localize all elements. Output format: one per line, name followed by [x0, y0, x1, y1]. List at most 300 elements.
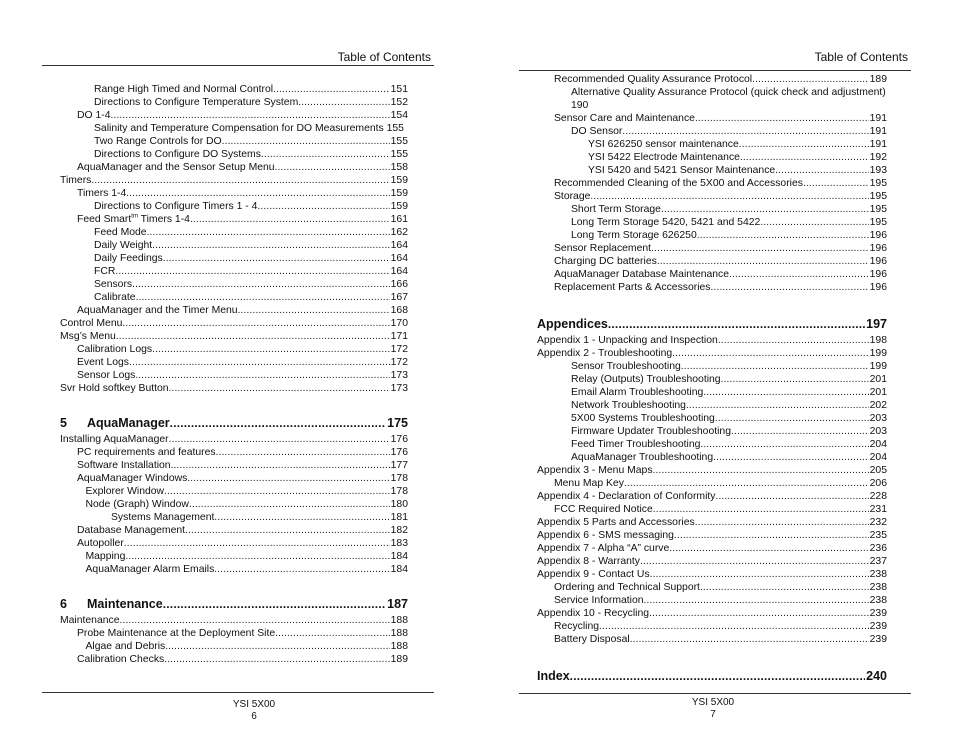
footer-rule [519, 693, 911, 694]
dot-leader [125, 550, 389, 563]
toc-entry[interactable] [537, 347, 887, 360]
toc-page-number: 195 [869, 178, 887, 189]
toc-entry[interactable] [60, 213, 408, 226]
toc-entry[interactable] [537, 412, 887, 425]
toc-chapter-entry[interactable] [60, 596, 408, 612]
toc-entry[interactable] [60, 304, 408, 317]
toc-entry[interactable] [537, 464, 887, 477]
toc-page-number: 171 [390, 331, 408, 342]
toc-entry-title: Daily Weight [94, 240, 153, 251]
toc-entry-title: Charging DC batteries [554, 256, 657, 267]
dot-leader [649, 607, 869, 620]
toc-entry[interactable] [537, 216, 887, 229]
toc-page-number: 191 [869, 126, 887, 137]
dot-leader [775, 164, 868, 177]
chapter-title: Index [537, 669, 570, 683]
toc-entry[interactable] [537, 581, 887, 594]
dot-leader [713, 451, 869, 464]
toc-entry[interactable] [60, 524, 408, 537]
toc-entry-title: Directions to Configure Temperature System [94, 97, 299, 108]
toc-entry[interactable] [537, 73, 887, 86]
dot-leader [700, 438, 868, 451]
toc-entry[interactable] [537, 503, 887, 516]
dot-leader [116, 330, 390, 343]
toc-chapter-entry[interactable] [537, 316, 887, 332]
toc-page-number: 164 [390, 253, 408, 264]
toc-page-number: 196 [869, 243, 887, 254]
toc-entry[interactable] [537, 138, 887, 151]
dot-leader [238, 304, 390, 317]
toc-page-number: 158 [390, 162, 408, 173]
toc-entry-title: Feed Mode [94, 227, 147, 238]
toc-entry[interactable] [537, 164, 887, 177]
dot-leader [124, 537, 390, 550]
toc-entry[interactable] [537, 203, 887, 216]
toc-entry[interactable] [537, 542, 887, 555]
toc-page-number: 195 [869, 191, 887, 202]
toc-entry-title: Database Management [77, 525, 186, 536]
dot-leader [700, 581, 869, 594]
page-number: 7 [710, 709, 716, 720]
toc-page-number: 193 [869, 165, 887, 176]
toc-entry-title: Storage [554, 191, 591, 202]
chapter-title: AquaManager [87, 416, 170, 430]
toc-entry[interactable] [60, 187, 408, 200]
toc-entry[interactable] [60, 433, 408, 446]
dot-leader [672, 347, 868, 360]
toc-entry-title: Long Term Storage 5420, 5421 and 5422 [571, 217, 761, 228]
toc-entry[interactable] [537, 177, 887, 190]
toc-page-number: 198 [869, 335, 887, 346]
toc-entry-title: Long Term Storage 626250 [571, 230, 697, 241]
dot-leader [165, 640, 389, 653]
toc-entry[interactable] [60, 369, 408, 382]
toc-entry-title: Appendix 1 - Unpacking and Inspection [537, 335, 718, 346]
footer-product: YSI 5X00 [232, 699, 276, 710]
dot-leader [669, 542, 868, 555]
dot-leader [686, 399, 869, 412]
toc-page-number: 170 [390, 318, 408, 329]
toc-entry-title: Appendix 6 - SMS messaging [537, 530, 674, 541]
page-number: 6 [251, 711, 257, 722]
toc-entry[interactable] [60, 148, 408, 161]
toc-entry[interactable] [537, 268, 887, 281]
dot-leader [152, 239, 390, 252]
toc-page-number: 181 [390, 512, 408, 523]
dot-leader [752, 73, 869, 86]
toc-entry[interactable] [537, 529, 887, 542]
toc-entry[interactable] [537, 477, 887, 490]
toc-page-number: 239 [869, 621, 887, 632]
toc-page-number: 176 [390, 434, 408, 445]
dot-leader [132, 278, 390, 291]
dot-leader [630, 633, 869, 646]
dot-leader [711, 281, 869, 294]
toc-entry-title: Algae and Debris [85, 641, 166, 652]
toc-entry[interactable] [537, 425, 887, 438]
toc-entry[interactable] [537, 112, 887, 125]
toc-page-number: 159 [390, 175, 408, 186]
toc-entry[interactable] [60, 109, 408, 122]
toc-page-number: 195 [869, 217, 887, 228]
dot-leader [129, 356, 390, 369]
right-page [477, 0, 954, 738]
dot-leader [570, 668, 865, 684]
toc-entry-title: Firmware Updater Troubleshooting [571, 426, 731, 437]
toc-entry[interactable] [60, 265, 408, 278]
dot-leader [803, 177, 869, 190]
toc-page-number: 204 [869, 439, 887, 450]
dot-leader [731, 425, 869, 438]
toc-entry[interactable] [60, 563, 408, 576]
toc-entry[interactable] [537, 607, 887, 620]
toc-entry[interactable] [60, 226, 408, 239]
toc-entry[interactable] [537, 594, 887, 607]
dot-leader [261, 148, 390, 161]
toc-entry-title: Recycling [554, 621, 600, 632]
toc-page-number: 191 [869, 113, 887, 124]
toc-entry-title: Daily Feedings [94, 253, 163, 264]
dot-leader [190, 213, 390, 226]
toc-page-number: 238 [869, 569, 887, 580]
dot-leader [189, 498, 390, 511]
dot-leader [681, 360, 869, 373]
dot-leader [152, 343, 390, 356]
toc-entry[interactable] [60, 614, 408, 627]
toc-entry[interactable] [60, 330, 408, 343]
toc-entry-title: Installing AquaManager [60, 434, 169, 445]
toc-entry[interactable] [60, 537, 408, 550]
toc-page-number: 162 [390, 227, 408, 238]
toc-entry-title: YSI 626250 sensor maintenance [588, 139, 739, 150]
toc-page-number: 164 [390, 240, 408, 251]
toc-entry-title: Software Installation [77, 460, 171, 471]
trademark-superscript: tm [131, 213, 138, 220]
toc-page-number: 201 [869, 387, 887, 398]
toc-entry-title: Alternative Quality Assurance Protocol (quick check and adjustment) 190 [571, 87, 886, 111]
dot-leader [653, 503, 869, 516]
toc-entry[interactable] [60, 485, 408, 498]
dot-leader [695, 516, 869, 529]
toc-entry-title: Sensor Logs [77, 370, 136, 381]
toc-entry-title: Salinity and Temperature Compensation for DO Measurements 155 [94, 123, 404, 134]
toc-entry-title: AquaManager and the Sensor Setup Menu [77, 162, 275, 173]
toc-entry[interactable] [537, 555, 887, 568]
toc-entry-title: AquaManager Alarm Emails [85, 564, 215, 575]
toc-page-number: 196 [869, 282, 887, 293]
toc-entry[interactable] [537, 399, 887, 412]
toc-entry-title: PC requirements and features [77, 447, 216, 458]
toc-entry-title: Appendix 9 - Contact Us [537, 569, 650, 580]
page-footer [204, 699, 304, 723]
toc-page-number: 167 [390, 292, 408, 303]
dot-leader [275, 627, 390, 640]
toc-page-number: 184 [390, 551, 408, 562]
dot-leader [718, 334, 869, 347]
toc-entry[interactable] [537, 633, 887, 646]
dot-leader [185, 524, 390, 537]
toc-entry[interactable] [60, 511, 408, 524]
toc-entry[interactable] [60, 239, 408, 252]
dot-leader [115, 265, 389, 278]
toc-entry-title: Two Range Controls for DO [94, 136, 222, 147]
toc-page-number: 173 [390, 370, 408, 381]
toc-page-number: 187 [387, 597, 408, 611]
toc-page-number: 164 [390, 266, 408, 277]
dot-leader [599, 620, 869, 633]
toc-entry-title: FCR [94, 266, 116, 277]
toc-entry[interactable] [60, 653, 408, 666]
toc-page-number: 155 [390, 149, 408, 160]
toc-page-number: 203 [869, 413, 887, 424]
toc-entry-title: Recommended Quality Assurance Protocol [554, 74, 753, 85]
toc-entry-title: Sensors [94, 279, 133, 290]
toc-entry-title: Service Information [554, 595, 644, 606]
toc-entry[interactable] [537, 190, 887, 203]
toc-entry-title: FCC Required Notice [554, 504, 653, 515]
toc-entry[interactable] [60, 382, 408, 395]
toc-entry-title: Feed Timer Troubleshooting [571, 439, 701, 450]
dot-leader [122, 317, 389, 330]
toc-page-number: 235 [869, 530, 887, 541]
toc-entry-title: Sensor Troubleshooting [571, 361, 681, 372]
toc-entry[interactable] [537, 373, 887, 386]
toc-entry-title: Timers 1-4 [77, 188, 127, 199]
dot-leader [214, 511, 389, 524]
dot-leader [715, 412, 869, 425]
toc-page-number: 199 [869, 361, 887, 372]
toc-entry[interactable] [60, 343, 408, 356]
dot-leader [147, 226, 390, 239]
toc-page-number: 232 [869, 517, 887, 528]
dot-leader [760, 216, 868, 229]
toc-entry-title: Network Troubleshooting [571, 400, 686, 411]
toc-entry[interactable] [537, 281, 887, 294]
toc-page-number: 206 [869, 478, 887, 489]
dot-leader [661, 203, 869, 216]
dot-leader [715, 490, 868, 503]
toc-entry[interactable] [60, 498, 408, 511]
toc-entry-title: AquaManager Troubleshooting [571, 452, 714, 463]
toc-page-number: 239 [869, 608, 887, 619]
toc-entry-title: Ordering and Technical Support [554, 582, 700, 593]
toc-entry[interactable] [537, 125, 887, 138]
toc-page-number: 159 [390, 201, 408, 212]
toc-entry-title: Appendix 2 - Troubleshooting [537, 348, 673, 359]
toc-entry-title: Msg’s Menu [60, 331, 116, 342]
toc-page-number: 238 [869, 595, 887, 606]
toc-page-number: 180 [390, 499, 408, 510]
toc-list [60, 83, 408, 666]
toc-entry-title: Appendix 8 - Warranty [537, 556, 640, 567]
dot-leader [650, 568, 869, 581]
dot-leader [257, 200, 389, 213]
header-rule [519, 70, 911, 71]
toc-entry[interactable] [60, 96, 408, 109]
toc-entry-title: Timers [60, 175, 92, 186]
toc-entry[interactable] [537, 438, 887, 451]
toc-page-number: 176 [390, 447, 408, 458]
toc-page-number: 205 [869, 465, 887, 476]
toc-page-number: 195 [869, 204, 887, 215]
dot-leader [126, 187, 389, 200]
toc-page-number: 202 [869, 400, 887, 411]
toc-entry-title: Calibrate [94, 292, 136, 303]
toc-entry-title: Systems Management [111, 512, 215, 523]
toc-entry[interactable] [60, 317, 408, 330]
dot-leader [622, 125, 868, 138]
toc-page-number: 188 [390, 615, 408, 626]
toc-page-number: 238 [869, 582, 887, 593]
toc-entry[interactable] [537, 151, 887, 164]
dot-leader [590, 190, 868, 203]
toc-entry[interactable] [537, 360, 887, 373]
toc-page-number: 231 [869, 504, 887, 515]
dot-leader [273, 83, 390, 96]
toc-entry[interactable] [60, 83, 408, 96]
footer-product: YSI 5X00 [691, 697, 735, 708]
toc-entry-title: Short Term Storage [571, 204, 661, 215]
toc-entry[interactable] [60, 278, 408, 291]
dot-leader [169, 382, 390, 395]
toc-page-number: 183 [390, 538, 408, 549]
toc-entry-title [60, 415, 170, 431]
toc-page-number: 175 [387, 416, 408, 430]
toc-entry[interactable] [60, 550, 408, 563]
toc-entry-title: Node (Graph) Window [85, 499, 189, 510]
toc-entry[interactable] [60, 291, 408, 304]
toc-entry[interactable] [537, 229, 887, 242]
dot-leader [170, 415, 386, 431]
chapter-title: Appendices [537, 317, 608, 331]
toc-entry-title [537, 316, 608, 332]
toc-entry[interactable] [60, 122, 408, 135]
toc-entry-title: Menu Map Key [554, 478, 624, 489]
toc-entry[interactable] [60, 356, 408, 369]
dot-leader [608, 316, 865, 332]
dot-leader [164, 653, 389, 666]
toc-page-number: 172 [390, 344, 408, 355]
dot-leader [163, 252, 390, 265]
toc-page-number: 196 [869, 269, 887, 280]
toc-entry-title: Sensor Care and Maintenance [554, 113, 695, 124]
toc-page-number: 151 [390, 84, 408, 95]
toc-page-number: 173 [390, 383, 408, 394]
toc-entry[interactable] [537, 86, 887, 112]
toc-entry-title: Autopoller [77, 538, 124, 549]
dot-leader [739, 138, 869, 151]
toc-entry[interactable] [60, 135, 408, 148]
dot-leader [674, 529, 869, 542]
running-head: Table of Contents [337, 50, 431, 64]
toc-entry-title: Maintenance [60, 615, 120, 626]
toc-page-number: 178 [390, 473, 408, 484]
toc-list [537, 73, 887, 686]
dot-leader [729, 268, 869, 281]
dot-leader [644, 594, 869, 607]
toc-entry-title: Email Alarm Troubleshooting [571, 387, 704, 398]
toc-entry-title: Directions to Configure DO Systems [94, 149, 261, 160]
dot-leader [163, 596, 386, 612]
dot-leader [187, 472, 389, 485]
toc-entry[interactable] [537, 242, 887, 255]
toc-entry[interactable] [537, 334, 887, 347]
dot-leader [657, 255, 869, 268]
dot-leader [216, 446, 390, 459]
toc-entry[interactable] [537, 516, 887, 529]
chapter-number: 5 [60, 416, 67, 430]
dot-leader [275, 161, 390, 174]
toc-entry-title: Appendix 4 - Declaration of Conformity [537, 491, 716, 502]
toc-entry-title: Svr Hold softkey Button [60, 383, 169, 394]
toc-chapter-entry[interactable] [537, 668, 887, 684]
toc-page-number: 166 [390, 279, 408, 290]
dot-leader [703, 386, 868, 399]
toc-entry[interactable] [60, 161, 408, 174]
toc-chapter-entry[interactable] [60, 415, 408, 431]
dot-leader [120, 614, 390, 627]
toc-page-number: 240 [866, 669, 887, 683]
toc-page-number: 197 [866, 317, 887, 331]
toc-entry[interactable] [537, 451, 887, 464]
toc-page-number: 154 [390, 110, 408, 121]
toc-page-number: 239 [869, 634, 887, 645]
toc-entry[interactable] [60, 627, 408, 640]
toc-entry-title: Calibration Logs [77, 344, 153, 355]
toc-entry[interactable] [60, 174, 408, 187]
toc-page-number: 189 [390, 654, 408, 665]
dot-leader [135, 369, 389, 382]
toc-entry-title: Control Menu [60, 318, 123, 329]
running-head: Table of Contents [814, 50, 908, 64]
toc-entry-title: Recommended Cleaning of the 5X00 and Accessories [554, 178, 803, 189]
toc-entry-title: AquaManager and the Timer Menu [77, 305, 238, 316]
dot-leader [222, 135, 390, 148]
dot-leader [640, 555, 869, 568]
toc-page-number: 161 [390, 214, 408, 225]
toc-entry[interactable] [60, 472, 408, 485]
toc-entry[interactable] [60, 252, 408, 265]
toc-entry[interactable] [60, 200, 408, 213]
toc-entry[interactable] [60, 459, 408, 472]
dot-leader [164, 485, 390, 498]
toc-page-number: 155 [390, 136, 408, 147]
dot-leader [91, 174, 389, 187]
header-rule [42, 65, 434, 66]
toc-page-number: 152 [390, 97, 408, 108]
toc-entry[interactable] [60, 640, 408, 653]
dot-leader [298, 96, 389, 109]
toc-entry-title: Appendix 5 Parts and Accessories [537, 517, 695, 528]
toc-entry[interactable] [537, 255, 887, 268]
toc-entry[interactable] [60, 446, 408, 459]
toc-entry-title: AquaManager Windows [77, 473, 188, 484]
toc-page-number: 203 [869, 426, 887, 437]
toc-entry[interactable] [537, 620, 887, 633]
toc-entry[interactable] [537, 568, 887, 581]
toc-entry[interactable] [537, 490, 887, 503]
footer-rule [42, 692, 434, 693]
toc-page-number: 189 [869, 74, 887, 85]
dot-leader [214, 563, 389, 576]
toc-entry-title [60, 596, 163, 612]
toc-entry-title: Feed Smart$^{tm}$ Timers 1-4 [77, 213, 190, 225]
toc-entry-title: Battery Disposal [554, 634, 630, 645]
toc-page-number: 237 [869, 556, 887, 567]
toc-entry[interactable] [537, 386, 887, 399]
toc-entry-title: YSI 5420 and 5421 Sensor Maintenance [588, 165, 776, 176]
toc-page-number: 191 [869, 139, 887, 150]
